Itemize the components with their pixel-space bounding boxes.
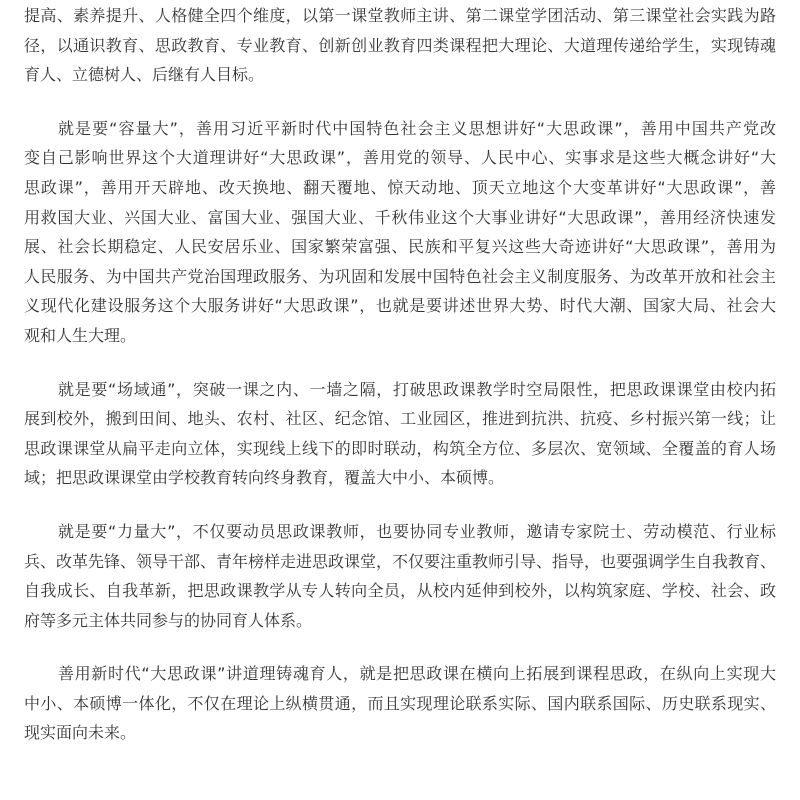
text-line: 用救国大业、兴国大业、富国大业、强国大业、千秋伟业这个大事业讲好“大思政课”，善用经济快速发 <box>24 207 776 227</box>
text-line: 义现代化建设服务这个大服务讲好“大思政课”，也就是要讲述世界大势、时代大潮、国家大局、社会大 <box>24 296 776 316</box>
paragraph <box>24 375 776 493</box>
text-line: 就是要“容量大”，善用习近平新时代中国特色社会主义思想讲好“大思政课”，善用中国共产党改 <box>58 118 776 138</box>
document-body <box>24 1 776 772</box>
text-line: 自我成长、自我革新，把思政课教学从专人转向全员，从校内延伸到校外，以构筑家庭、学校、社会、政 <box>24 581 776 601</box>
text-line: 府等多元主体共同参与的协同育人体系。 <box>24 610 313 630</box>
text-line: 现实面向未来。 <box>24 723 137 743</box>
text-line: 域；把思政课课堂由学校教育转向终身教育，覆盖大中小、本硕博。 <box>24 468 505 488</box>
text-line: 思政课”，善用开天辟地、改天换地、翻天覆地、惊天动地、顶天立地这个大变革讲好“大思政课”，善 <box>24 177 776 197</box>
text-line: 中小、本硕博一体化，不仅在理论上纵横贯通，而且实现理论联系实际、国内联系国际、历史联系现实、 <box>24 693 776 713</box>
text-line: 思政课课堂从扁平走向立体，实现线上线下的即时联动，构筑全方位、多层次、宽领域、全覆盖的育人场 <box>24 438 776 458</box>
text-line: 善用新时代“大思政课”讲道理铸魂育人，就是把思政课在横向上拓展到课程思政，在纵向上实现大 <box>58 664 776 684</box>
paragraph <box>24 659 776 748</box>
text-line: 人民服务、为中国共产党治国理政服务、为巩固和发展中国特色社会主义制度服务、为改革开放和社会主 <box>24 266 776 286</box>
text-line: 展到校外，搬到田间、地头、农村、社区、纪念馆、工业园区，推进到抗洪、抗疫、乡村振兴第一线；让 <box>24 409 776 429</box>
paragraph <box>24 114 776 351</box>
text-line: 径，以通识教育、思政教育、专业教育、创新创业教育四类课程把大理论、大道理传递给学生，实现铸魂 <box>24 35 776 55</box>
text-line: 兵、改革先锋、领导干部、青年榜样走进思政课堂，不仅要注重教师引导、指导，也要强调学生自我教育、 <box>24 551 776 571</box>
text-line: 变自己影响世界这个大道理讲好“大思政课”，善用党的领导、人民中心、实事求是这些大概念讲好“大 <box>24 148 776 168</box>
text-line: 提高、素养提升、人格健全四个维度，以第一课堂教师主讲、第二课堂学团活动、第三课堂社会实践为路 <box>24 6 776 25</box>
paragraph <box>24 517 776 635</box>
text-line: 观和人生大理。 <box>24 325 137 345</box>
text-line: 就是要“力量大”，不仅要动员思政课教师，也要协同专业教师，邀请专家院士、劳动模范、行业标 <box>58 521 776 541</box>
text-line: 展、社会长期稳定、人民安居乐业、国家繁荣富强、民族和平复兴这些大奇迹讲好“大思政课”，善用为 <box>24 237 776 257</box>
paragraph <box>24 1 776 90</box>
text-line: 就是要“场域通”，突破一课之内、一墙之隔，打破思政课教学时空局限性，把思政课课堂由校内拓 <box>58 379 776 399</box>
text-line: 育人、立德树人、后继有人目标。 <box>24 65 265 85</box>
